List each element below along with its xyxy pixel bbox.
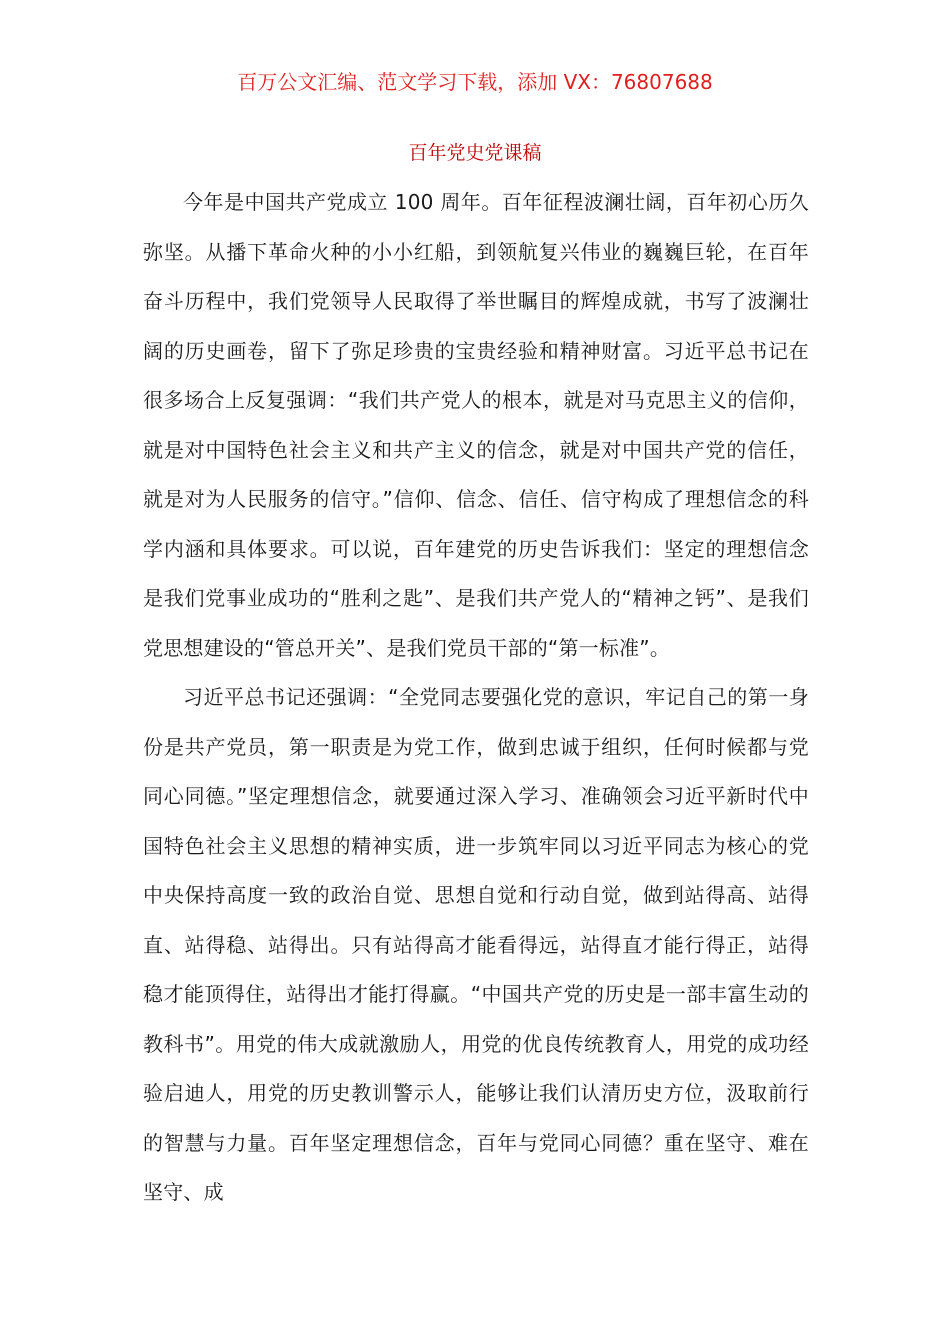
watermark-banner: 百万公文汇编、范文学习下载，添加 VX：76807688: [237, 70, 713, 94]
document-title: 百年党史党课稿: [408, 142, 542, 164]
paragraph-2: 习近平总书记还强调：“全党同志要强化党的意识，牢记自己的第一身份是共产党员，第一职责是为党工作，做到忠诚于组织，任何时候都与党同心同德。”坚定理想信念，就要通过深入学习、准确领会习近平新时代中国特色社会主义思想的精神实质，进一步筑牢同以习近平同志为核心的党中央保持高度一致的政治自觉、思想自觉和行动自觉，做到站得高、站得直、站得稳、站得出。只有站得高才能看得远，站得直才能行得正，站得稳才能顶得住，站得出才能打得赢。“中国共产党的历史是一部丰富生动的教科书”。用党的伟大成就激励人，用党的优良传统教育人，用党的成功经验启迪人，用党的历史教训警示人，能够让我们认清历史方位，汲取前行的智慧与力量。百年坚定理想信念，百年与党同心同德？重在坚守、难在坚守、成: [143, 685, 809, 1204]
document-body: [143, 178, 809, 1218]
paragraph-1: 今年是中国共产党成立 100 周年。百年征程波澜壮阔，百年初心历久弥坚。从播下革命火种的小小红船，到领航复兴伟业的巍巍巨轮，在百年奋斗历程中，我们党领导人民取得了举世瞩目的辉煌成就，书写了波澜壮阔的历史画卷，留下了弥足珍贵的宝贵经验和精神财富。习近平总书记在很多场合上反复强调：“我们共产党人的根本，就是对马克思主义的信仰，就是对中国特色社会主义和共产主义的信念，就是对中国共产党的信任，就是对为人民服务的信守。”信仰、信念、信任、信守构成了理想信念的科学内涵和具体要求。可以说，百年建党的历史告诉我们：坚定的理想信念是我们党事业成功的“胜利之匙”、是我们共产党人的“精神之钙”、是我们党思想建设的“管总开关”、是我们党员干部的“第一标准”。: [143, 190, 809, 660]
